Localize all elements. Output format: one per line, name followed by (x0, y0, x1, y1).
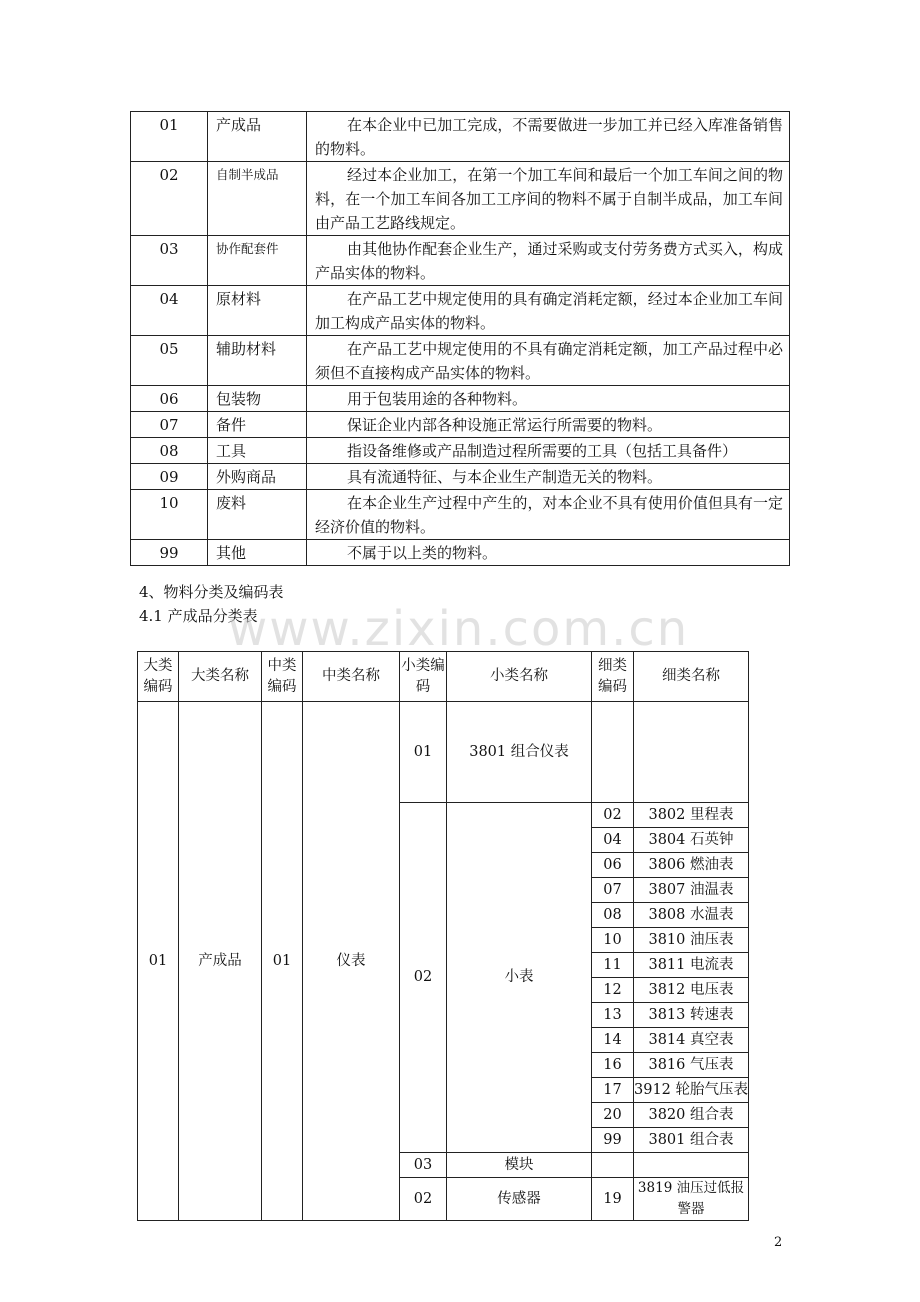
mid-code-cell: 01 (262, 702, 303, 1221)
category-description-text: 具有流通特征、与本企业生产制造无关的物料。 (347, 468, 663, 486)
detail-name-cell: 3912 轮胎气压表 (634, 1078, 749, 1103)
header-detail-name: 细类名称 (634, 652, 749, 702)
category-description-cell (307, 412, 790, 438)
section-heading-4-1: 4.1 产成品分类表 (139, 607, 258, 625)
category-description-text: 不属于以上类的物料。 (347, 544, 498, 562)
detail-name-cell: 3812 电压表 (634, 978, 749, 1003)
category-code-cell: 99 (131, 540, 208, 566)
detail-name-cell (634, 1153, 749, 1178)
detail-name-cell (634, 702, 749, 803)
detail-code-cell (592, 702, 634, 803)
header-major-code: 大类编码 (138, 652, 179, 702)
detail-code-cell: 02 (592, 803, 634, 828)
category-code-cell: 06 (131, 386, 208, 412)
detail-name-cell: 3801 组合表 (634, 1128, 749, 1153)
category-code-cell: 01 (131, 112, 208, 162)
minor-name-cell: 3801 组合仪表 (447, 702, 592, 803)
category-description-cell (307, 162, 790, 236)
header-major-name: 大类名称 (179, 652, 262, 702)
minor-name-cell: 模块 (447, 1153, 592, 1178)
category-name-cell: 自制半成品 (208, 162, 307, 236)
table-row (138, 702, 749, 803)
detail-code-cell: 14 (592, 1028, 634, 1053)
category-code-cell: 10 (131, 490, 208, 540)
category-description-text: 指设备维修或产品制造过程所需要的工具（包括工具备件） (347, 442, 738, 460)
minor-code-cell: 03 (400, 1153, 447, 1178)
table-row (131, 112, 790, 162)
header-minor-code: 小类编码 (400, 652, 447, 702)
category-code-cell: 08 (131, 438, 208, 464)
category-description-cell (307, 438, 790, 464)
category-description-cell (307, 464, 790, 490)
header-mid-code: 中类编码 (262, 652, 303, 702)
table-row (131, 286, 790, 336)
category-description-cell (307, 386, 790, 412)
category-description-text: 在产品工艺中规定使用的具有确定消耗定额，经过本企业加工车间加工构成产品实体的物料。 (315, 290, 783, 332)
page-number: 2 (774, 1235, 783, 1250)
category-description-cell (307, 336, 790, 386)
detail-name-cell: 3811 电流表 (634, 953, 749, 978)
material-category-table (130, 111, 790, 566)
category-description-text: 由其他协作配套企业生产，通过采购或支付劳务费方式买入，构成产品实体的物料。 (315, 240, 783, 282)
category-code-cell: 05 (131, 336, 208, 386)
major-code-cell: 01 (138, 702, 179, 1221)
category-name-cell: 外购商品 (208, 464, 307, 490)
table-row (131, 464, 790, 490)
header-minor-name: 小类名称 (447, 652, 592, 702)
minor-name-cell: 3819 油压过低报警器 (634, 1178, 749, 1221)
category-description-text: 在产品工艺中规定使用的不具有确定消耗定额，加工产品过程中必须但不直接构成产品实体的物料。 (315, 340, 783, 382)
minor-code-cell: 02 (400, 803, 447, 1153)
detail-code-cell: 17 (592, 1078, 634, 1103)
table-row (131, 386, 790, 412)
section-heading-4: 4、物料分类及编码表 (139, 583, 284, 601)
detail-code-cell: 11 (592, 953, 634, 978)
category-code-cell: 02 (131, 162, 208, 236)
table-row (131, 540, 790, 566)
detail-code-cell: 99 (592, 1128, 634, 1153)
mid-name-cell: 仪表 (303, 702, 400, 1221)
major-name-cell: 产成品 (179, 702, 262, 1221)
table-header-row (138, 652, 749, 702)
category-description-cell (307, 236, 790, 286)
mid-code-cell: 02 (400, 1178, 447, 1221)
minor-code-cell: 19 (592, 1178, 634, 1221)
category-description-text: 保证企业内部各种设施正常运行所需要的物料。 (347, 416, 663, 434)
category-name-cell: 废料 (208, 490, 307, 540)
category-name-cell: 其他 (208, 540, 307, 566)
detail-code-cell: 20 (592, 1103, 634, 1128)
detail-name-cell: 3816 气压表 (634, 1053, 749, 1078)
category-description-cell (307, 540, 790, 566)
detail-code-cell: 16 (592, 1053, 634, 1078)
detail-code-cell (592, 1153, 634, 1178)
table-row (131, 438, 790, 464)
mid-name-cell: 传感器 (447, 1178, 592, 1221)
category-description-text: 在本企业中已加工完成，不需要做进一步加工并已经入库准备销售的物料。 (315, 116, 783, 158)
detail-name-cell: 3813 转速表 (634, 1003, 749, 1028)
table-row (131, 236, 790, 286)
category-description-text: 在本企业生产过程中产生的，对本企业不具有使用价值但具有一定经济价值的物料。 (315, 494, 783, 536)
detail-code-cell: 04 (592, 828, 634, 853)
category-name-cell: 包装物 (208, 386, 307, 412)
category-description-cell (307, 286, 790, 336)
detail-name-cell: 3814 真空表 (634, 1028, 749, 1053)
category-name-cell: 备件 (208, 412, 307, 438)
detail-name-cell: 3802 里程表 (634, 803, 749, 828)
detail-name-cell: 3808 水温表 (634, 903, 749, 928)
category-code-cell: 03 (131, 236, 208, 286)
product-classification-table (137, 651, 749, 1221)
detail-name-cell: 3806 燃油表 (634, 853, 749, 878)
category-description-cell (307, 490, 790, 540)
table-row (131, 412, 790, 438)
category-name-cell: 协作配套件 (208, 236, 307, 286)
watermark: www.zixin.com.cn (228, 601, 690, 657)
category-name-cell: 工具 (208, 438, 307, 464)
header-detail-code: 细类编码 (592, 652, 634, 702)
category-description-cell (307, 112, 790, 162)
detail-name-cell: 3807 油温表 (634, 878, 749, 903)
category-name-cell: 产成品 (208, 112, 307, 162)
detail-name-cell: 3820 组合表 (634, 1103, 749, 1128)
category-description-text: 用于包装用途的各种物料。 (347, 390, 528, 408)
detail-code-cell: 13 (592, 1003, 634, 1028)
detail-code-cell: 07 (592, 878, 634, 903)
category-name-cell: 辅助材料 (208, 336, 307, 386)
detail-name-cell: 3810 油压表 (634, 928, 749, 953)
detail-code-cell: 08 (592, 903, 634, 928)
category-description-text: 经过本企业加工，在第一个加工车间和最后一个加工车间之间的物料，在一个加工车间各加工工序间的物料不属于自制半成品，加工车间由产品工艺路线规定。 (315, 166, 783, 232)
category-code-cell: 09 (131, 464, 208, 490)
detail-code-cell: 10 (592, 928, 634, 953)
minor-code-cell: 01 (400, 702, 447, 803)
minor-name-cell: 小表 (447, 803, 592, 1153)
table-row (131, 162, 790, 236)
detail-code-cell: 12 (592, 978, 634, 1003)
detail-name-cell: 3804 石英钟 (634, 828, 749, 853)
category-code-cell: 07 (131, 412, 208, 438)
category-name-cell: 原材料 (208, 286, 307, 336)
table-row (131, 490, 790, 540)
detail-code-cell: 06 (592, 853, 634, 878)
category-code-cell: 04 (131, 286, 208, 336)
table-row (131, 336, 790, 386)
header-mid-name: 中类名称 (303, 652, 400, 702)
